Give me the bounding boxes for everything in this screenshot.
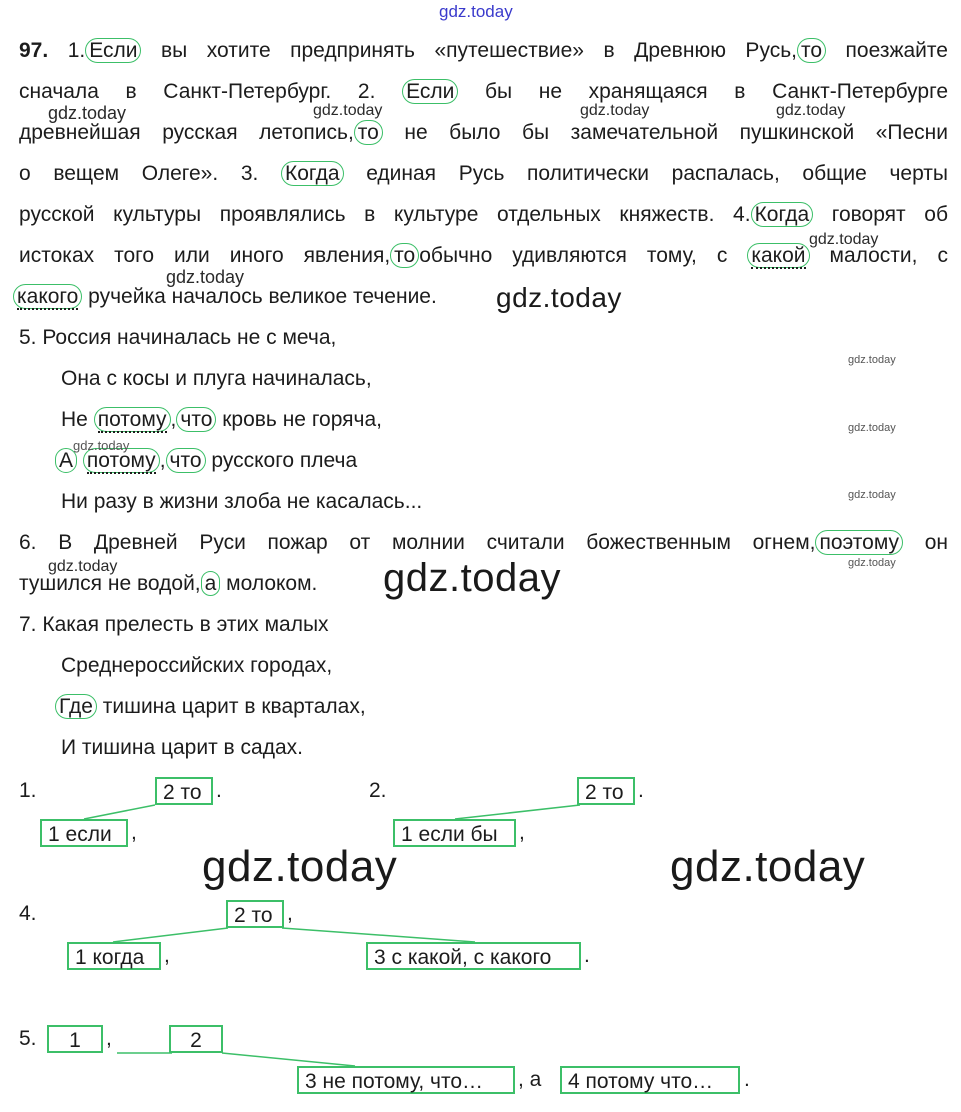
comma: , xyxy=(159,449,166,472)
watermark: gdz.today xyxy=(848,557,896,569)
sentence-text: русской культуры проявлялись в культуре отдельных княжеств. xyxy=(19,203,715,226)
watermark: gdz.today xyxy=(202,842,398,891)
word-potomu-2-text: потому xyxy=(86,449,156,472)
punct: , xyxy=(287,902,293,925)
poem-text: тишина царит в кварталах, xyxy=(102,695,366,718)
poem7-line-2: Среднероссийских городах, xyxy=(61,654,333,677)
conj-chto: что xyxy=(176,407,216,432)
watermark: gdz.today xyxy=(848,489,896,501)
exercise-number: 97. xyxy=(19,39,49,62)
watermark: gdz.today xyxy=(496,282,622,313)
sentence-text: молоком. xyxy=(226,572,318,595)
punct: , xyxy=(131,821,137,844)
comma: , xyxy=(170,408,177,431)
scheme-5-clause-1: 1 xyxy=(47,1025,103,1053)
scheme-2-main-clause: 2 то xyxy=(577,777,635,805)
conj-kogda: Когда xyxy=(281,161,344,186)
watermark: gdz.today xyxy=(48,103,127,123)
conj-esli-2: Если xyxy=(402,79,458,104)
conj-to: то xyxy=(797,38,826,63)
conj-to-2: то xyxy=(354,120,383,145)
sentence-text: бы не хранящаяся в Санкт-Петербурге xyxy=(484,80,948,103)
sentence-text: ручейка началось великое течение. xyxy=(88,285,437,308)
conj-poetomu: поэтому xyxy=(815,530,903,555)
sentence-number: 1. xyxy=(67,39,86,62)
watermark-header: gdz.today xyxy=(439,2,513,21)
conj-kogda-2: Когда xyxy=(751,202,814,227)
watermark: gdz.today xyxy=(313,102,383,119)
watermark: gdz.today xyxy=(776,102,846,119)
punct: , а xyxy=(518,1068,542,1091)
poem5-line-5: Ни разу в жизни злоба не касалась... xyxy=(61,490,423,513)
punct: . xyxy=(216,779,222,802)
scheme-2-number: 2. xyxy=(369,779,387,802)
conj-chto-2: что xyxy=(166,448,206,473)
sentence-number: 3. xyxy=(240,162,259,185)
watermark: gdz.today xyxy=(166,267,245,287)
sentence-text: тушился не водой, xyxy=(19,572,201,595)
watermark: gdz.today xyxy=(383,556,561,600)
conj-esli: Если xyxy=(85,38,141,63)
sentence-text: единая Русь политически распалась, общие черты xyxy=(366,162,949,185)
punct: , xyxy=(106,1027,112,1050)
scheme-4-number: 4. xyxy=(19,902,37,925)
word-potomu-text: потому xyxy=(97,408,167,431)
sentence-text: малости, с xyxy=(829,244,948,267)
sentence-text: обычно удивляются тому, с xyxy=(419,244,728,267)
watermark: gdz.today xyxy=(73,438,130,453)
poem7-line-1: 7. Какая прелесть в этих малых xyxy=(19,613,329,636)
scheme-4-sub-clause-2: 3 с какой, с какого xyxy=(366,942,581,970)
conj-a-2: а xyxy=(201,571,221,596)
watermark: gdz.today xyxy=(848,422,896,434)
sentence-text: истоках того или иного явления, xyxy=(19,244,391,267)
poem5-line-2: Она с косы и плуга начиналась, xyxy=(61,367,372,390)
poem-text: кровь не горяча, xyxy=(222,408,382,431)
punct: . xyxy=(584,944,590,967)
conj-gde: Где xyxy=(55,694,97,719)
scheme-1-number: 1. xyxy=(19,779,37,802)
watermark: gdz.today xyxy=(670,842,866,891)
sentence-text: вы хотите предпринять «путешествие» в Древнюю Русь, xyxy=(160,39,797,62)
scheme-2-sub-clause: 1 если бы xyxy=(393,819,516,847)
sentence-text: древнейшая русская летопись, xyxy=(19,121,354,144)
scheme-1-sub-clause: 1 если xyxy=(40,819,128,847)
punct: . xyxy=(744,1068,750,1091)
scheme-1-main-clause: 2 то xyxy=(155,777,213,805)
sentence-text: сначала в Санкт-Петербург. xyxy=(19,80,332,103)
sentence-text: он xyxy=(924,531,948,554)
scheme-5-number: 5. xyxy=(19,1027,37,1050)
sentence-text: 6. В Древней Руси пожар от молнии считали божественным огнем, xyxy=(19,531,816,554)
poem-text: Не xyxy=(61,408,88,431)
punct: . xyxy=(638,779,644,802)
sentence-number: 2. xyxy=(357,80,376,103)
sentence-text: поезжайте xyxy=(845,39,948,62)
punct: , xyxy=(164,944,170,967)
scheme-5-clause-3: 3 не потому, что… xyxy=(297,1066,515,1094)
sentence-number: 4. xyxy=(733,203,751,226)
scheme-4-sub-clause-1: 1 когда xyxy=(67,942,161,970)
watermark: gdz.today xyxy=(809,231,879,248)
word-kakogo-text: какого xyxy=(17,285,79,308)
conj-to-3: то xyxy=(390,243,419,268)
punct: , xyxy=(519,821,525,844)
watermark: gdz.today xyxy=(580,102,650,119)
sentence-text: говорят об xyxy=(831,203,948,226)
sentence-text: не было бы замечательной пушкинской «Песни xyxy=(404,121,948,144)
watermark: gdz.today xyxy=(848,354,896,366)
poem5-line-1: 5. Россия начиналась не с меча, xyxy=(19,326,337,349)
conj-a: А xyxy=(55,448,77,473)
watermark: gdz.today xyxy=(48,558,118,575)
poem7-line-4: И тишина царит в садах. xyxy=(61,736,303,759)
scheme-5-clause-2: 2 xyxy=(169,1025,223,1053)
scheme-5-clause-4: 4 потому что… xyxy=(560,1066,740,1094)
scheme-4-main-clause: 2 то xyxy=(226,900,284,928)
word-kakoy-text: какой xyxy=(751,244,806,267)
poem-text: русского плеча xyxy=(211,449,358,472)
sentence-text: о вещем Олеге». xyxy=(19,162,219,185)
